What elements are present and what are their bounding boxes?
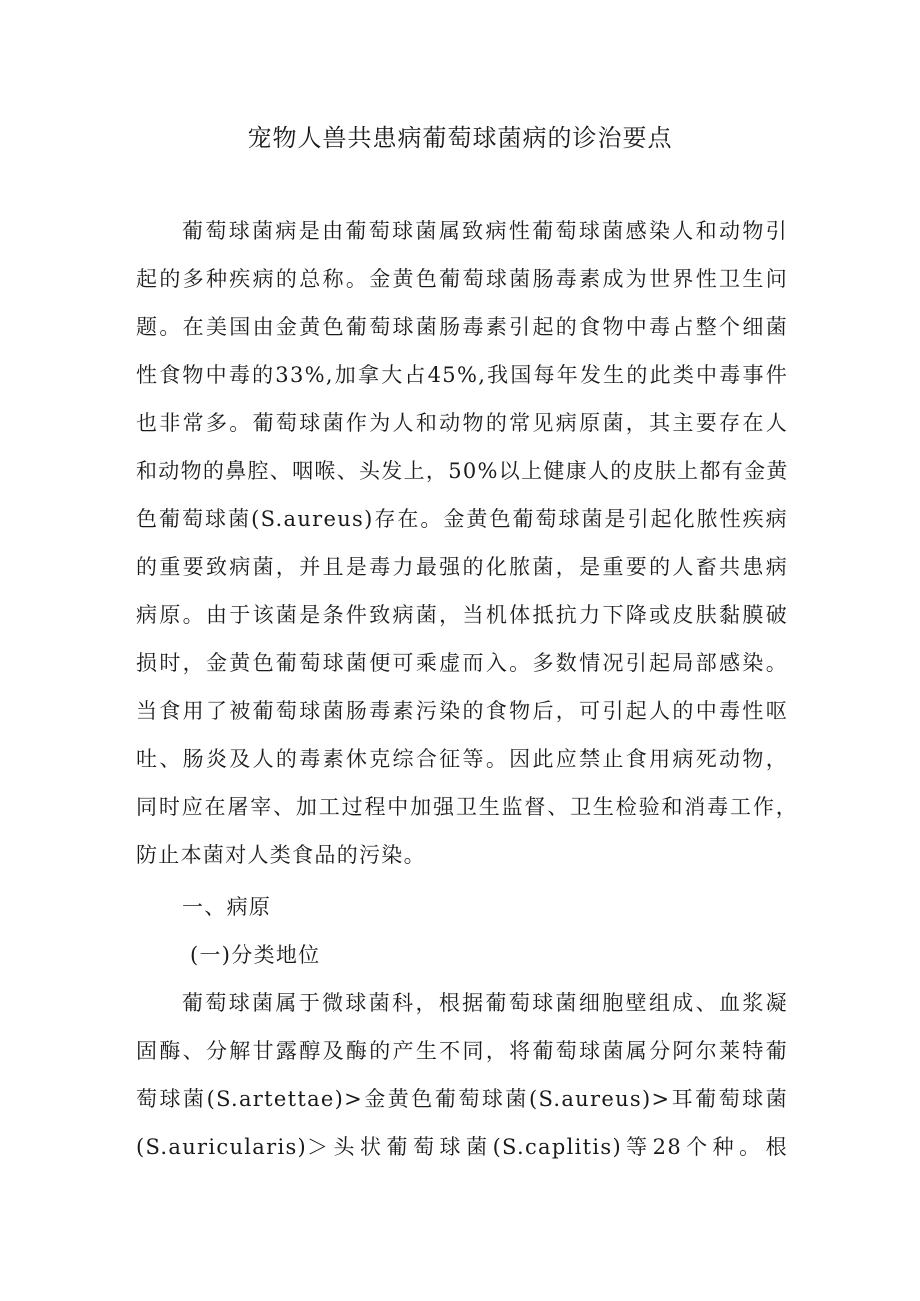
paragraph-line: 损时，金黄色葡萄球菌便可乘虚而入。多数情况引起局部感染。 — [136, 651, 788, 675]
document-title: 宠物人兽共患病葡萄球菌病的诊治要点 — [247, 124, 673, 152]
paragraph-line: 当食用了被葡萄球菌肠毒素污染的食物后，可引起人的中毒性呕 — [136, 699, 788, 723]
paragraph-line: 固酶、分解甘露醇及酶的产生不同，将葡萄球菌属分阿尔莱特葡 — [136, 1039, 788, 1063]
paragraph-line: 吐、肠炎及人的毒素休克综合征等。因此应禁止食用病死动物， — [136, 747, 788, 771]
paragraph-line: 病原。由于该菌是条件致病菌，当机体抵抗力下降或皮肤黏膜破 — [136, 603, 788, 627]
paragraph-line: (S.auricularis)＞头状葡萄球菌(S.caplitis)等28个种。根 — [136, 1135, 788, 1159]
paragraph-line: 的重要致病菌，并且是毒力最强的化脓菌，是重要的人畜共患病 — [136, 555, 788, 579]
paragraph-line: 葡萄球菌属于微球菌科，根据葡萄球菌细胞壁组成、血浆凝 — [182, 991, 788, 1015]
subsection-heading: (一)分类地位 — [190, 943, 321, 967]
paragraph-line: 萄球菌(S.artettae)>金黄色葡萄球菌(S.aureus)>耳葡萄球菌 — [136, 1087, 788, 1111]
paragraph-line: 也非常多。葡萄球菌作为人和动物的常见病原菌，其主要存在人 — [136, 411, 788, 435]
paragraph-line: 同时应在屠宰、加工过程中加强卫生监督、卫生检验和消毒工作， — [136, 795, 798, 819]
paragraph-line: 防止本菌对人类食品的污染。 — [136, 843, 426, 867]
paragraph-line: 和动物的鼻腔、咽喉、头发上，50%以上健康人的皮肤上都有金黄 — [136, 459, 789, 483]
paragraph-line: 色葡萄球菌(S.aureus)存在。金黄色葡萄球菌是引起化脓性疾病 — [136, 507, 788, 531]
section-heading: 一、病原 — [182, 895, 272, 919]
paragraph-line: 性食物中毒的33%,加拿大占45%,我国每年发生的此类中毒事件 — [136, 363, 788, 387]
paragraph-line: 起的多种疾病的总称。金黄色葡萄球菌肠毒素成为世界性卫生问 — [136, 267, 788, 291]
paragraph-line: 题。在美国由金黄色葡萄球菌肠毒素引起的食物中毒占整个细菌 — [136, 315, 788, 339]
paragraph-line: 葡萄球菌病是由葡萄球菌属致病性葡萄球菌感染人和动物引 — [182, 219, 788, 243]
